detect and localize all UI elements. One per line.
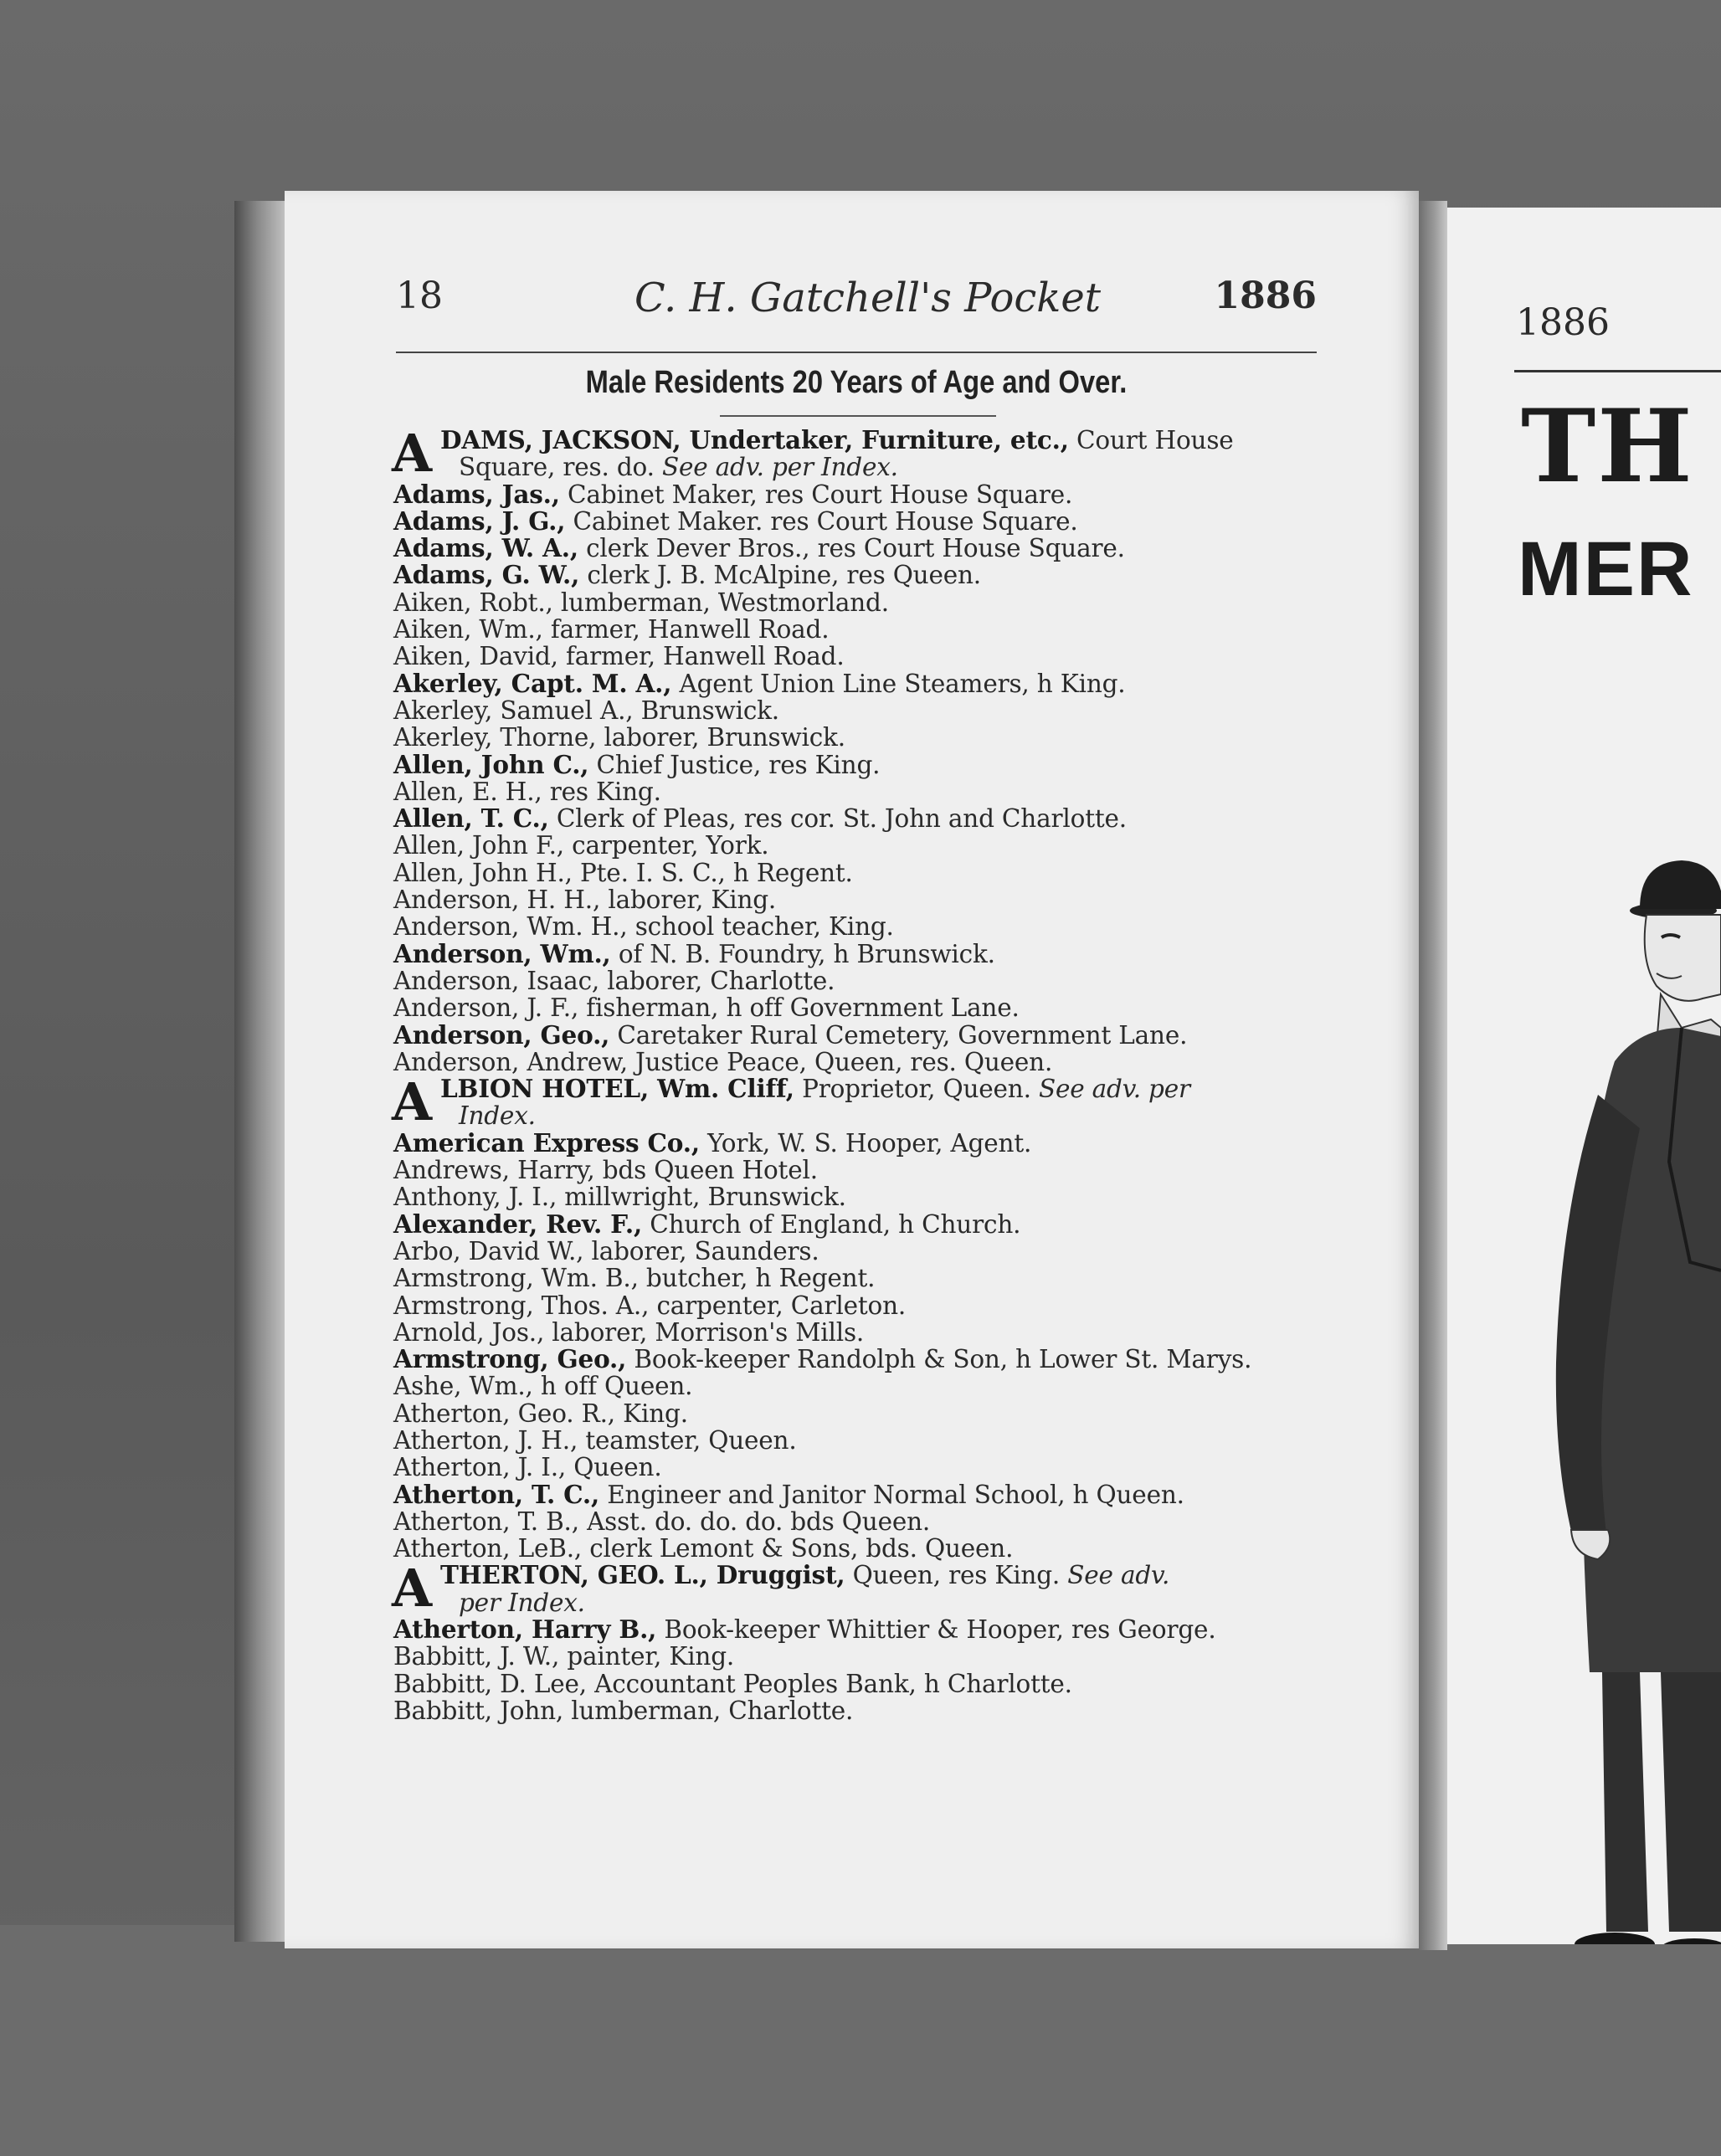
directory-entry [393, 562, 1323, 588]
entry-reference: Index. [459, 1101, 536, 1131]
running-header [396, 275, 1317, 333]
entry-details: Aiken, David, farmer, Hanwell Road. [393, 642, 845, 671]
directory-entry [393, 508, 1323, 535]
entry-details: Atherton, T. B., Asst. do. do. do. bds Queen. [393, 1507, 931, 1536]
entry-details: Aiken, Robt., lumberman, Westmorland. [393, 588, 889, 617]
directory-entry [393, 1292, 1323, 1319]
entry-details-continued: Square, res. do. [459, 453, 662, 482]
entry-details: Atherton, Geo. R., King. [393, 1399, 688, 1428]
directory-entry [393, 1211, 1323, 1238]
directory-entry [393, 1019, 1323, 1050]
entry-name: Adams, J. G., [393, 506, 566, 536]
directory-entry [393, 535, 1323, 562]
entry-details: Anderson, Wm. H., school teacher, King. [393, 912, 894, 942]
directory-entry [393, 1454, 1323, 1481]
directory-entry [393, 778, 1323, 805]
entry-details: Agent Union Line Steamers, h King. [671, 669, 1126, 698]
entry-details: Arbo, David W., laborer, Saunders. [393, 1236, 819, 1265]
entry-details: Babbitt, John, lumberman, Charlotte. [393, 1696, 854, 1725]
entry-details: Anderson, H. H., laborer, King. [393, 886, 777, 915]
entry-details: Cabinet Maker. res Court House Square. [565, 506, 1078, 536]
entry-name: American Express Co., [393, 1127, 700, 1158]
right-page-year: 1886 [1516, 301, 1610, 344]
entry-name: Anderson, Geo., [393, 1019, 610, 1050]
entry-name: Alexander, Rev. F., [393, 1209, 643, 1239]
header-rule [396, 352, 1317, 353]
directory-entry [393, 1508, 1323, 1535]
directory-entry [393, 1400, 1323, 1427]
entry-details: Anderson, Andrew, Justice Peace, Queen, res. Queen. [393, 1047, 1053, 1076]
entry-details: Ashe, Wm., h off Queen. [393, 1372, 693, 1401]
entry-details: Arnold, Jos., laborer, Morrison's Mills. [393, 1317, 865, 1347]
entry-details: Church of England, h Church. [642, 1209, 1021, 1239]
entry-details: Aiken, Wm., farmer, Hanwell Road. [393, 615, 830, 644]
entry-details: Anderson, J. F., fisherman, h off Government Lane. [393, 993, 1020, 1023]
entry-details: Atherton, LeB., clerk Lemont & Sons, bds. Queen. [393, 1534, 1014, 1563]
entry-name: THERTON, GEO. L., Druggist, [440, 1560, 845, 1590]
entry-details: Allen, John F., carpenter, York. [393, 831, 769, 860]
directory-entry [393, 1373, 1323, 1399]
entry-details: Akerley, Thorne, laborer, Brunswick. [393, 723, 845, 752]
entry-details: Armstrong, Wm. B., butcher, h Regent. [393, 1264, 876, 1293]
entry-name: Adams, W. A., [393, 533, 578, 563]
directory-entry [393, 1535, 1323, 1562]
entry-details: Queen, res King. [845, 1561, 1068, 1590]
directory-entry [393, 697, 1323, 724]
entry-reference: per Index. [459, 1588, 585, 1617]
directory-entry [393, 1697, 1323, 1724]
entry-reference: See adv. per Index. [661, 453, 898, 482]
directory-entry [393, 1616, 1323, 1643]
entry-name: LBION HOTEL, Wm. Cliff, [440, 1074, 794, 1104]
entry-details: Proprietor, Queen. [794, 1075, 1039, 1104]
drop-capital: A [392, 1558, 432, 1620]
entry-name: Allen, T. C., [393, 803, 549, 834]
directory-advert-entry [392, 423, 1323, 484]
right-header-rule [1514, 370, 1721, 372]
directory-listing [392, 423, 1323, 1725]
entry-details: Cabinet Maker, res Court House Square. [559, 480, 1073, 509]
directory-entry [393, 1671, 1323, 1697]
section-title: Male Residents 20 Years of Age and Over. [585, 365, 1128, 400]
directory-entry [393, 1183, 1323, 1210]
entry-name: Akerley, Capt. M. A., [393, 668, 672, 698]
directory-entry [393, 481, 1323, 508]
entry-name: Atherton, T. C., [393, 1479, 600, 1509]
table-surface [0, 1925, 1721, 2156]
directory-entry [393, 860, 1323, 886]
directory-entry [393, 724, 1323, 751]
left-page [285, 191, 1419, 1948]
drop-capital: A [392, 1071, 432, 1133]
entry-name: DAMS, JACKSON, Undertaker, Furniture, etc., [440, 425, 1069, 454]
entry-details: clerk Dever Bros., res Court House Square. [578, 534, 1125, 563]
directory-entry [393, 1049, 1323, 1075]
entry-details: Armstrong, Thos. A., carpenter, Carleton. [393, 1291, 907, 1320]
title-rule [720, 415, 996, 417]
entry-details: Atherton, J. I., Queen. [393, 1453, 662, 1482]
directory-entry [393, 1238, 1323, 1265]
entry-details: Book-keeper Whittier & Hooper, res George. [656, 1615, 1216, 1645]
entry-details: Atherton, J. H., teamster, Queen. [393, 1425, 797, 1455]
directory-entry [393, 1127, 1323, 1158]
entry-details: Caretaker Rural Cemetery, Government Lane. [609, 1020, 1188, 1050]
entry-details: Book-keeper Randolph & Son, h Lower St. Marys. [626, 1345, 1252, 1374]
entry-details: Babbitt, D. Lee, Accountant Peoples Bank, h Charlotte. [393, 1669, 1072, 1698]
directory-entry [393, 1265, 1323, 1291]
entry-details: Allen, E. H., res King. [393, 777, 661, 806]
header-year: 1886 [1214, 275, 1317, 317]
directory-entry [393, 1643, 1323, 1670]
entry-details: Court House [1068, 426, 1234, 454]
entry-details: Engineer and Janitor Normal School, h Queen. [599, 1480, 1184, 1509]
entry-details: Babbitt, J. W., painter, King. [393, 1642, 735, 1671]
entry-details: Chief Justice, res King. [588, 750, 881, 779]
entry-name: Anderson, Wm., [393, 938, 611, 968]
entry-reference: See adv. [1067, 1561, 1170, 1590]
directory-entry [393, 1157, 1323, 1183]
directory-entry [393, 968, 1323, 994]
directory-entry [393, 805, 1323, 832]
entry-reference: See adv. per [1038, 1075, 1190, 1104]
right-page [1447, 208, 1721, 1944]
directory-entry [393, 616, 1323, 643]
directory-entry [393, 994, 1323, 1021]
directory-entry [393, 832, 1323, 859]
drop-capital: A [392, 423, 432, 484]
book-gutter [1419, 201, 1447, 1950]
entry-details: Andrews, Harry, bds Queen Hotel. [393, 1156, 818, 1185]
entry-details: Clerk of Pleas, res cor. St. John and Charlotte. [548, 804, 1127, 834]
directory-entry [393, 749, 1323, 779]
entry-details: Akerley, Samuel A., Brunswick. [393, 696, 779, 725]
directory-advert-entry [392, 1071, 1323, 1133]
entry-details: York, W. S. Hooper, Agent. [699, 1128, 1032, 1158]
running-title: C. H. Gatchell's Pocket [634, 275, 1102, 321]
entry-details: Anthony, J. I., millwright, Brunswick. [393, 1183, 846, 1212]
entry-name: Adams, Jas., [393, 479, 560, 509]
directory-entry [393, 670, 1323, 697]
advert-subheadline: MER [1518, 526, 1694, 612]
entry-name: Adams, G. W., [393, 560, 580, 590]
directory-advert-entry [392, 1558, 1323, 1620]
directory-entry [393, 589, 1323, 616]
entry-details: Allen, John H., Pte. I. S. C., h Regent. [393, 858, 853, 887]
directory-entry [393, 913, 1323, 940]
directory-entry [393, 886, 1323, 913]
directory-entry [393, 1481, 1323, 1508]
directory-entry [393, 938, 1323, 968]
entry-name: Allen, John C., [393, 749, 589, 779]
directory-entry [393, 1346, 1323, 1373]
directory-entry [393, 643, 1323, 670]
directory-entry [393, 1427, 1323, 1454]
advert-headline: TH [1521, 388, 1694, 506]
page-number: 18 [396, 275, 443, 317]
entry-details: Anderson, Isaac, laborer, Charlotte. [393, 966, 835, 995]
entry-name: Armstrong, Geo., [393, 1344, 627, 1374]
entry-name: Atherton, Harry B., [393, 1614, 657, 1645]
entry-details: clerk J. B. McAlpine, res Queen. [579, 561, 981, 590]
directory-entry [393, 1319, 1323, 1346]
entry-details: of N. B. Foundry, h Brunswick. [610, 939, 995, 968]
gentleman-illustration [1514, 626, 1721, 1944]
